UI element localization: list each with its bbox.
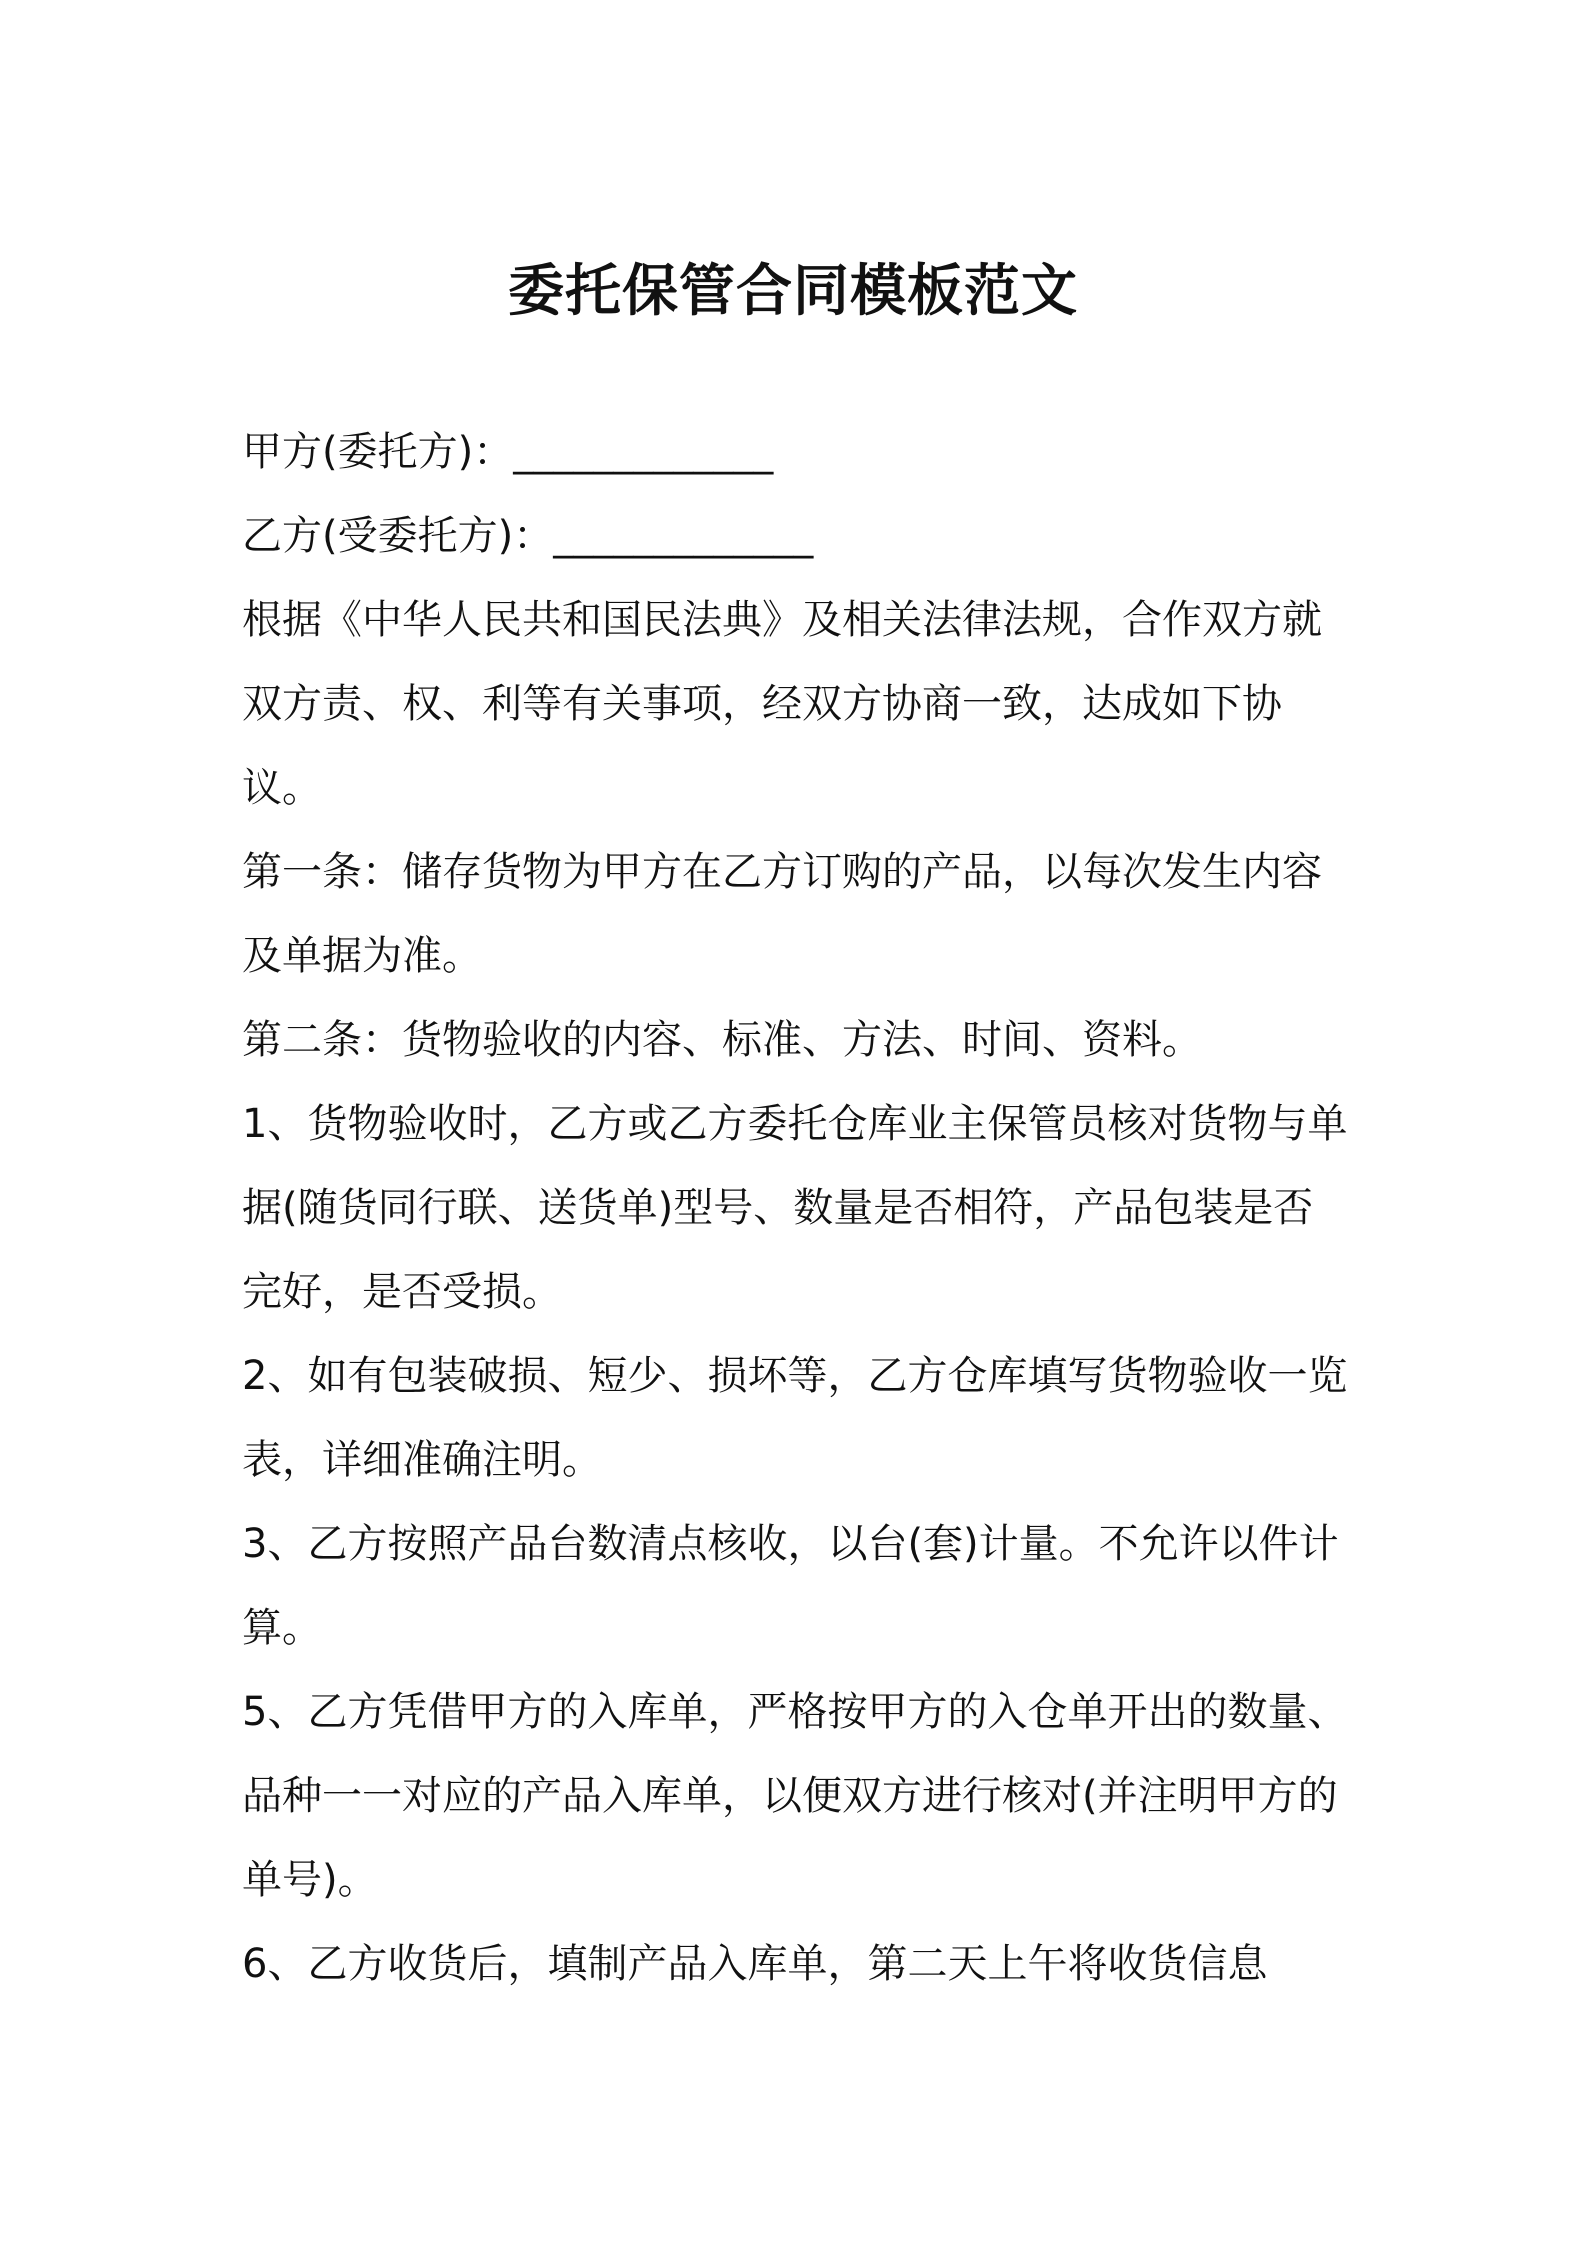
article-2-paragraph: 第二条：货物验收的内容、标准、方法、时间、资料。 xyxy=(242,1017,1202,1063)
party-b-line: 乙方(受委托方)：_____________ xyxy=(242,513,814,559)
party-a-line: 甲方(委托方)：_____________ xyxy=(242,429,774,475)
clause-1-paragraph: 1、货物验收时，乙方或乙方委托仓库业主保管员核对货物与单据(随货同行联、送货单)型号、数量是否相符，产品包装是否完好，是否受损。 xyxy=(242,1101,1348,1315)
clause-6-paragraph: 6、乙方收货后，填制产品入库单，第二天上午将收货信息 xyxy=(242,1941,1268,1987)
clause-5-paragraph: 5、乙方凭借甲方的入库单，严格按甲方的入仓单开出的数量、品种一一对应的产品入库单，以便双方进行核对(并注明甲方的单号)。 xyxy=(242,1689,1348,1903)
clause-2-paragraph: 2、如有包装破损、短少、损坏等，乙方仓库填写货物验收一览表，详细准确注明。 xyxy=(242,1353,1348,1483)
document-title: 委托保管合同模板范文 xyxy=(508,259,1078,324)
clause-3-paragraph: 3、乙方按照产品台数清点核收，以台(套)计量。不允许以件计算。 xyxy=(242,1521,1339,1651)
article-1-paragraph: 第一条：储存货物为甲方在乙方订购的产品，以每次发生内容及单据为准。 xyxy=(242,849,1322,979)
preamble-paragraph: 根据《中华人民共和国民法典》及相关法律法规，合作双方就双方责、权、利等有关事项，经双方协商一致，达成如下协议。 xyxy=(242,597,1322,811)
document-body xyxy=(242,410,1352,2006)
